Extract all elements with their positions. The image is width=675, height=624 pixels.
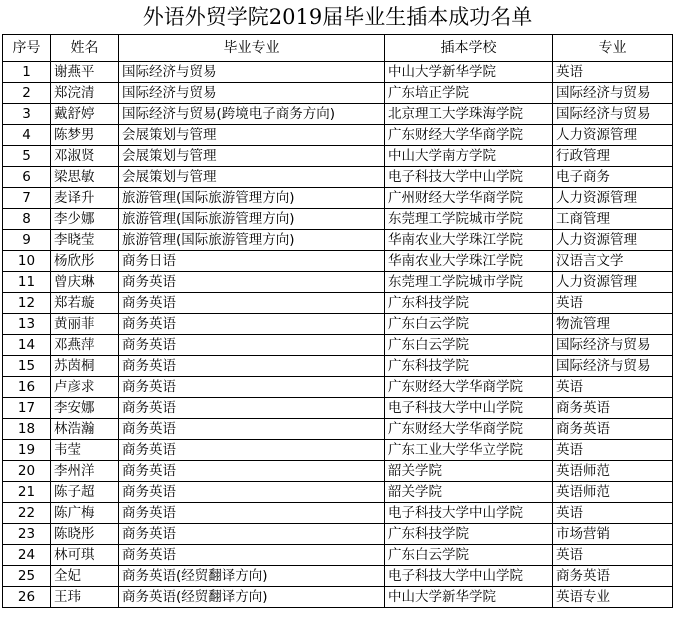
- cell-target-school: 广州财经大学华商学院: [385, 188, 553, 209]
- cell-name: 卢彦求: [51, 377, 119, 398]
- cell-graduate-major: 商务英语: [119, 419, 385, 440]
- cell-target-school: 华南农业大学珠江学院: [385, 251, 553, 272]
- cell-name: 全妃: [51, 566, 119, 587]
- cell-graduate-major: 商务英语: [119, 272, 385, 293]
- table-row: [3, 440, 673, 461]
- cell-target-major: 英语师范: [553, 482, 673, 503]
- cell-graduate-major: 商务英语: [119, 377, 385, 398]
- cell-graduate-major: 国际经济与贸易: [119, 62, 385, 83]
- cell-target-major: 商务英语: [553, 566, 673, 587]
- table-row: [3, 545, 673, 566]
- cell-graduate-major: 商务英语: [119, 440, 385, 461]
- cell-target-school: 韶关学院: [385, 461, 553, 482]
- header-row: [3, 35, 673, 62]
- cell-target-school: 电子科技大学中山学院: [385, 167, 553, 188]
- cell-name: 郑浣清: [51, 83, 119, 104]
- cell-target-major: 国际经济与贸易: [553, 83, 673, 104]
- cell-index: 11: [3, 272, 51, 293]
- cell-target-major: 国际经济与贸易: [553, 356, 673, 377]
- cell-index: 12: [3, 293, 51, 314]
- cell-target-school: 中山大学新华学院: [385, 587, 553, 608]
- cell-target-school: 东莞理工学院城市学院: [385, 209, 553, 230]
- header-target-major: 专业: [553, 35, 673, 62]
- cell-graduate-major: 旅游管理(国际旅游管理方向): [119, 188, 385, 209]
- table-row: [3, 62, 673, 83]
- cell-graduate-major: 商务英语: [119, 461, 385, 482]
- cell-name: 谢燕平: [51, 62, 119, 83]
- cell-target-major: 商务英语: [553, 398, 673, 419]
- cell-graduate-major: 商务英语: [119, 335, 385, 356]
- table-row: [3, 482, 673, 503]
- table-row: [3, 335, 673, 356]
- cell-target-major: 英语师范: [553, 461, 673, 482]
- cell-name: 李州洋: [51, 461, 119, 482]
- cell-target-major: 国际经济与贸易: [553, 104, 673, 125]
- table-row: [3, 125, 673, 146]
- table-row: [3, 398, 673, 419]
- cell-target-school: 电子科技大学中山学院: [385, 398, 553, 419]
- cell-target-school: 广东工业大学华立学院: [385, 440, 553, 461]
- cell-name: 林浩瀚: [51, 419, 119, 440]
- cell-name: 梁思敏: [51, 167, 119, 188]
- cell-target-major: 市场营销: [553, 524, 673, 545]
- cell-name: 陈子超: [51, 482, 119, 503]
- table-row: [3, 272, 673, 293]
- cell-target-school: 中山大学新华学院: [385, 62, 553, 83]
- cell-target-major: 人力资源管理: [553, 272, 673, 293]
- page-title: 外语外贸学院2019届毕业生插本成功名单: [142, 5, 533, 29]
- cell-index: 16: [3, 377, 51, 398]
- cell-name: 麦译升: [51, 188, 119, 209]
- cell-index: 24: [3, 545, 51, 566]
- cell-target-major: 行政管理: [553, 146, 673, 167]
- cell-graduate-major: 商务英语: [119, 398, 385, 419]
- table-row: [3, 146, 673, 167]
- cell-name: 邓淑贤: [51, 146, 119, 167]
- cell-target-major: 电子商务: [553, 167, 673, 188]
- cell-target-major: 英语: [553, 545, 673, 566]
- table-row: [3, 83, 673, 104]
- header-target-school: 插本学校: [385, 35, 553, 62]
- cell-name: 林可琪: [51, 545, 119, 566]
- cell-target-major: 英语: [553, 440, 673, 461]
- cell-graduate-major: 商务英语: [119, 482, 385, 503]
- cell-name: 杨欣彤: [51, 251, 119, 272]
- cell-target-school: 华南农业大学珠江学院: [385, 230, 553, 251]
- table-body: [3, 62, 673, 608]
- cell-target-major: 人力资源管理: [553, 230, 673, 251]
- cell-target-major: 人力资源管理: [553, 125, 673, 146]
- cell-name: 李少娜: [51, 209, 119, 230]
- cell-target-school: 广东财经大学华商学院: [385, 377, 553, 398]
- cell-index: 10: [3, 251, 51, 272]
- cell-target-school: 电子科技大学中山学院: [385, 503, 553, 524]
- cell-target-school: 中山大学南方学院: [385, 146, 553, 167]
- cell-graduate-major: 商务英语: [119, 293, 385, 314]
- cell-target-school: 广东科技学院: [385, 293, 553, 314]
- cell-index: 25: [3, 566, 51, 587]
- cell-graduate-major: 旅游管理(国际旅游管理方向): [119, 230, 385, 251]
- table-row: [3, 566, 673, 587]
- cell-graduate-major: 商务英语(经贸翻译方向): [119, 587, 385, 608]
- cell-name: 陈晓彤: [51, 524, 119, 545]
- cell-graduate-major: 商务英语(经贸翻译方向): [119, 566, 385, 587]
- table-row: [3, 167, 673, 188]
- cell-graduate-major: 商务日语: [119, 251, 385, 272]
- cell-target-school: 广东培正学院: [385, 83, 553, 104]
- table-row: [3, 356, 673, 377]
- cell-index: 1: [3, 62, 51, 83]
- cell-index: 17: [3, 398, 51, 419]
- table-row: [3, 377, 673, 398]
- cell-target-school: 北京理工大学珠海学院: [385, 104, 553, 125]
- cell-index: 2: [3, 83, 51, 104]
- cell-index: 3: [3, 104, 51, 125]
- cell-target-major: 工商管理: [553, 209, 673, 230]
- cell-target-major: 英语: [553, 503, 673, 524]
- cell-graduate-major: 会展策划与管理: [119, 125, 385, 146]
- cell-target-school: 广东白云学院: [385, 314, 553, 335]
- cell-graduate-major: 商务英语: [119, 314, 385, 335]
- cell-target-major: 人力资源管理: [553, 188, 673, 209]
- cell-target-school: 广东财经大学华商学院: [385, 419, 553, 440]
- cell-graduate-major: 商务英语: [119, 524, 385, 545]
- cell-index: 20: [3, 461, 51, 482]
- table-row: [3, 230, 673, 251]
- cell-graduate-major: 国际经济与贸易(跨境电子商务方向): [119, 104, 385, 125]
- cell-name: 曾庆琳: [51, 272, 119, 293]
- table-row: [3, 419, 673, 440]
- cell-graduate-major: 会展策划与管理: [119, 146, 385, 167]
- table-row: [3, 524, 673, 545]
- cell-index: 15: [3, 356, 51, 377]
- cell-index: 18: [3, 419, 51, 440]
- cell-target-major: 英语专业: [553, 587, 673, 608]
- table-row: [3, 251, 673, 272]
- header-name: 姓名: [51, 35, 119, 62]
- header-index: 序号: [3, 35, 51, 62]
- cell-target-school: 广东白云学院: [385, 545, 553, 566]
- cell-name: 王玮: [51, 587, 119, 608]
- cell-target-school: 广东财经大学华商学院: [385, 125, 553, 146]
- cell-target-major: 物流管理: [553, 314, 673, 335]
- cell-index: 13: [3, 314, 51, 335]
- cell-index: 6: [3, 167, 51, 188]
- cell-name: 郑若璇: [51, 293, 119, 314]
- table-row: [3, 461, 673, 482]
- cell-name: 陈广梅: [51, 503, 119, 524]
- cell-target-school: 东莞理工学院城市学院: [385, 272, 553, 293]
- table-row: [3, 314, 673, 335]
- table-row: [3, 293, 673, 314]
- cell-target-major: 商务英语: [553, 419, 673, 440]
- cell-graduate-major: 商务英语: [119, 356, 385, 377]
- cell-index: 5: [3, 146, 51, 167]
- cell-target-major: 英语: [553, 293, 673, 314]
- table-row: [3, 587, 673, 608]
- cell-target-school: 电子科技大学中山学院: [385, 566, 553, 587]
- cell-index: 22: [3, 503, 51, 524]
- admission-table: [2, 34, 673, 608]
- cell-graduate-major: 国际经济与贸易: [119, 83, 385, 104]
- cell-target-major: 汉语言文学: [553, 251, 673, 272]
- table-row: [3, 209, 673, 230]
- cell-index: 9: [3, 230, 51, 251]
- table-row: [3, 503, 673, 524]
- cell-name: 李安娜: [51, 398, 119, 419]
- cell-target-school: 广东科技学院: [385, 524, 553, 545]
- cell-target-major: 英语: [553, 62, 673, 83]
- cell-index: 8: [3, 209, 51, 230]
- cell-index: 19: [3, 440, 51, 461]
- cell-graduate-major: 会展策划与管理: [119, 167, 385, 188]
- cell-target-school: 广东科技学院: [385, 356, 553, 377]
- cell-graduate-major: 旅游管理(国际旅游管理方向): [119, 209, 385, 230]
- cell-index: 14: [3, 335, 51, 356]
- cell-name: 韦莹: [51, 440, 119, 461]
- cell-name: 戴舒婷: [51, 104, 119, 125]
- cell-name: 陈梦男: [51, 125, 119, 146]
- cell-name: 黄丽菲: [51, 314, 119, 335]
- cell-target-school: 韶关学院: [385, 482, 553, 503]
- cell-target-school: 广东白云学院: [385, 335, 553, 356]
- cell-target-major: 国际经济与贸易: [553, 335, 673, 356]
- cell-graduate-major: 商务英语: [119, 545, 385, 566]
- cell-index: 26: [3, 587, 51, 608]
- table-row: [3, 104, 673, 125]
- cell-name: 李晓莹: [51, 230, 119, 251]
- cell-index: 21: [3, 482, 51, 503]
- cell-index: 23: [3, 524, 51, 545]
- cell-name: 邓燕萍: [51, 335, 119, 356]
- cell-index: 4: [3, 125, 51, 146]
- table-row: [3, 188, 673, 209]
- cell-target-major: 英语: [553, 377, 673, 398]
- cell-index: 7: [3, 188, 51, 209]
- header-graduate-major: 毕业专业: [119, 35, 385, 62]
- cell-graduate-major: 商务英语: [119, 503, 385, 524]
- cell-name: 苏茵桐: [51, 356, 119, 377]
